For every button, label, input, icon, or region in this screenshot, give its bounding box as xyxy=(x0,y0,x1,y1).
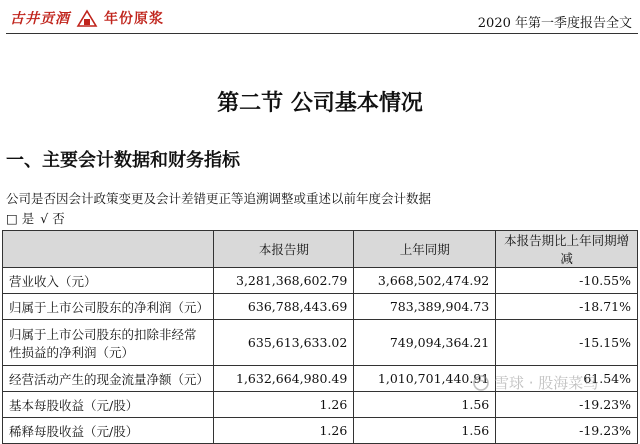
prior-period-value: 3,668,502,474.92 xyxy=(354,268,496,294)
subsection-title: 一、主要会计数据和财务指标 xyxy=(6,150,240,171)
row-label: 基本每股收益（元/股） xyxy=(3,392,214,418)
table-row xyxy=(3,294,638,320)
change-percent: 61.54% xyxy=(496,366,638,392)
current-period-value: 636,788,443.69 xyxy=(214,294,354,320)
change-percent: -18.71% xyxy=(496,294,638,320)
current-period-value: 1,632,664,980.49 xyxy=(214,366,354,392)
current-period-value: 635,613,633.02 xyxy=(214,320,354,366)
change-percent: -19.23% xyxy=(496,392,638,418)
change-percent: -15.15% xyxy=(496,320,638,366)
snowball-logo-icon xyxy=(472,374,490,392)
prior-period-value: 1.56 xyxy=(354,418,496,444)
option-yes: □ 是 xyxy=(6,211,35,226)
column-header: 本报告期 xyxy=(214,231,354,268)
column-header: 本报告期比上年同期增减 xyxy=(496,231,638,268)
change-percent: -10.55% xyxy=(496,268,638,294)
prior-period-value: 1,010,701,440.91 xyxy=(354,366,496,392)
prior-period-value: 783,389,904.73 xyxy=(354,294,496,320)
row-label: 经营活动产生的现金流量净额（元） xyxy=(3,366,214,392)
prior-period-value: 1.56 xyxy=(354,392,496,418)
row-label: 归属于上市公司股东的扣除非经常性损益的净利润（元） xyxy=(3,320,214,366)
report-title: 2020 年第一季度报告全文 xyxy=(477,16,632,31)
restatement-options xyxy=(6,209,65,227)
header-divider xyxy=(6,33,638,34)
column-header: 上年同期 xyxy=(354,231,496,268)
section-title: 第二节 公司基本情况 xyxy=(217,90,423,116)
row-label: 营业收入（元） xyxy=(3,268,214,294)
restatement-note: 公司是否因会计政策变更及会计差错更正等追溯调整或重述以前年度会计数据 xyxy=(6,191,432,206)
table-row xyxy=(3,418,638,444)
logo-brand-text: 年份原浆 xyxy=(104,11,164,27)
company-logo xyxy=(10,6,164,30)
change-percent: -19.23% xyxy=(496,418,638,444)
row-label: 稀释每股收益（元/股） xyxy=(3,418,214,444)
page-header xyxy=(0,0,640,40)
seal-icon xyxy=(76,8,98,28)
table-row xyxy=(3,320,638,366)
financial-indicators-table xyxy=(2,230,638,444)
table-header-row xyxy=(3,231,638,268)
row-label: 归属于上市公司股东的净利润（元） xyxy=(3,294,214,320)
option-no: √ 否 xyxy=(40,211,65,226)
table-row xyxy=(3,268,638,294)
current-period-value: 3,281,368,602.79 xyxy=(214,268,354,294)
watermark xyxy=(472,372,598,393)
column-header xyxy=(3,231,214,268)
logo-script-text: 古井贡酒 xyxy=(10,11,70,27)
prior-period-value: 749,094,364.21 xyxy=(354,320,496,366)
current-period-value: 1.26 xyxy=(214,392,354,418)
table-row xyxy=(3,392,638,418)
watermark-text: 雪球 · 股海菜鸟 xyxy=(494,374,599,392)
current-period-value: 1.26 xyxy=(214,418,354,444)
